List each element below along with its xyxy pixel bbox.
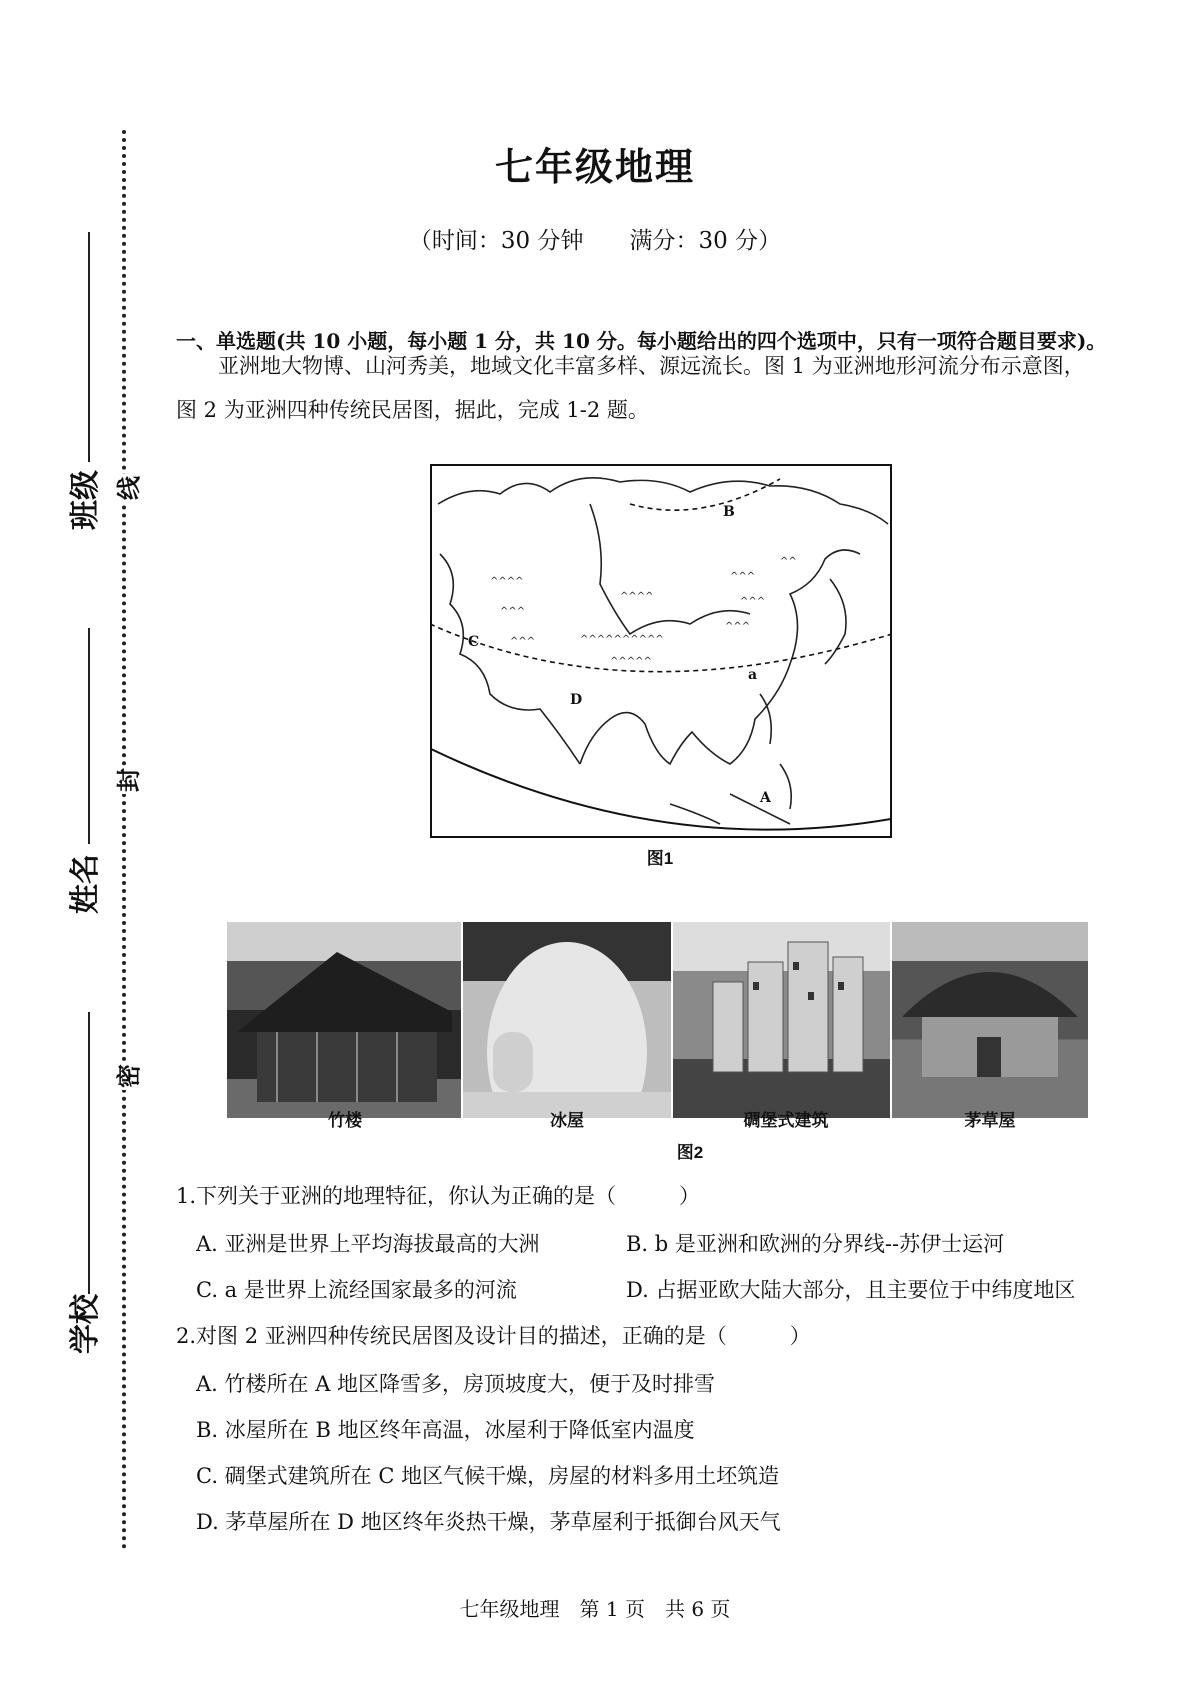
q1-option-b: B. b 是亚洲和欧洲的分界线--苏伊士运河 [626, 1232, 1005, 1256]
school-label: 学校 [68, 1294, 103, 1354]
page-footer: 七年级地理 第 1 页 共 6 页 [459, 1597, 731, 1621]
intro-line-2: 图 2 为亚洲四种传统民居图，据此，完成 1-2 题。 [176, 398, 649, 422]
svg-text:^^: ^^ [780, 556, 797, 567]
name-blank-line [88, 628, 90, 844]
question-1-stem: 1.下列关于亚洲的地理特征，你认为正确的是（ ） [176, 1184, 701, 1208]
svg-text:^^^^^^^^^^: ^^^^^^^^^^ [580, 634, 664, 645]
question-2-stem: 2.对图 2 亚洲四种传统民居图及设计目的描述，正确的是（ ） [176, 1324, 811, 1348]
seal-seal-char: 封 [108, 766, 144, 794]
igloo-photo [463, 922, 671, 1118]
figure2-caption: 图2 [676, 1143, 704, 1162]
map-label-d: D [570, 692, 583, 708]
photo-label-bamboo: 竹楼 [328, 1111, 362, 1130]
fortress-building-photo [673, 922, 890, 1118]
svg-text:^^^^^: ^^^^^ [610, 656, 652, 667]
svg-text:^^^: ^^^ [740, 596, 766, 607]
intro-line-1: 亚洲地大物博、山河秀美，地域文化丰富多样、源远流长。图 1 为亚洲地形河流分布示意图， [218, 354, 1085, 378]
class-blank-line [88, 232, 90, 462]
school-blank-line [88, 1012, 90, 1294]
exam-info: （时间：30 分钟 满分：30 分） [408, 228, 782, 254]
binding-dotted-line [122, 130, 126, 1550]
svg-text:^^^^: ^^^^ [490, 576, 524, 587]
thatched-hut-photo [892, 922, 1088, 1118]
map-label-b: B [723, 504, 735, 520]
name-label: 姓名 [68, 854, 103, 914]
svg-text:^^^^: ^^^^ [620, 591, 654, 602]
q1-option-a: A. 亚洲是世界上平均海拔最高的大洲 [196, 1232, 540, 1256]
class-label: 班级 [68, 470, 103, 530]
figure1-caption: 图1 [646, 849, 674, 868]
svg-text:^^^: ^^^ [500, 606, 526, 617]
q2-option-b: B. 冰屋所在 B 地区终年高温，冰屋利于降低室内温度 [196, 1418, 695, 1442]
q1-option-c: C. a 是世界上流经国家最多的河流 [196, 1278, 517, 1302]
map-label-a-region: A [760, 790, 771, 806]
photo-label-thatched: 茅草屋 [964, 1111, 1016, 1130]
bamboo-house-photo [227, 922, 461, 1118]
seal-line-char: 线 [108, 474, 144, 502]
q2-option-c: C. 碉堡式建筑所在 C 地区气候干燥，房屋的材料多用土坯筑造 [196, 1464, 780, 1488]
svg-text:^^^: ^^^ [510, 636, 536, 647]
map-label-a-river: a [748, 667, 758, 683]
asia-map-figure [430, 464, 892, 838]
photo-label-fortress: 碉堡式建筑 [743, 1111, 829, 1130]
q1-option-d: D. 占据亚欧大陆大部分，且主要位于中纬度地区 [626, 1278, 1076, 1302]
map-label-c: C [468, 634, 480, 650]
q2-option-a: A. 竹楼所在 A 地区降雪多，房顶坡度大，便于及时排雪 [196, 1372, 716, 1396]
svg-text:^^^: ^^^ [725, 621, 751, 632]
seal-secret-char: 密 [108, 1062, 144, 1090]
page-title: 七年级地理 [494, 144, 695, 189]
photo-label-igloo: 冰屋 [550, 1111, 584, 1130]
q2-option-d: D. 茅草屋所在 D 地区终年炎热干燥，茅草屋利于抵御台风天气 [196, 1510, 781, 1534]
section-heading: 一、单选题(共 10 小题，每小题 1 分，共 10 分。每小题给出的四个选项中，只有一项符合题目要求)。 [176, 329, 1107, 353]
svg-text:^^^: ^^^ [730, 571, 756, 582]
